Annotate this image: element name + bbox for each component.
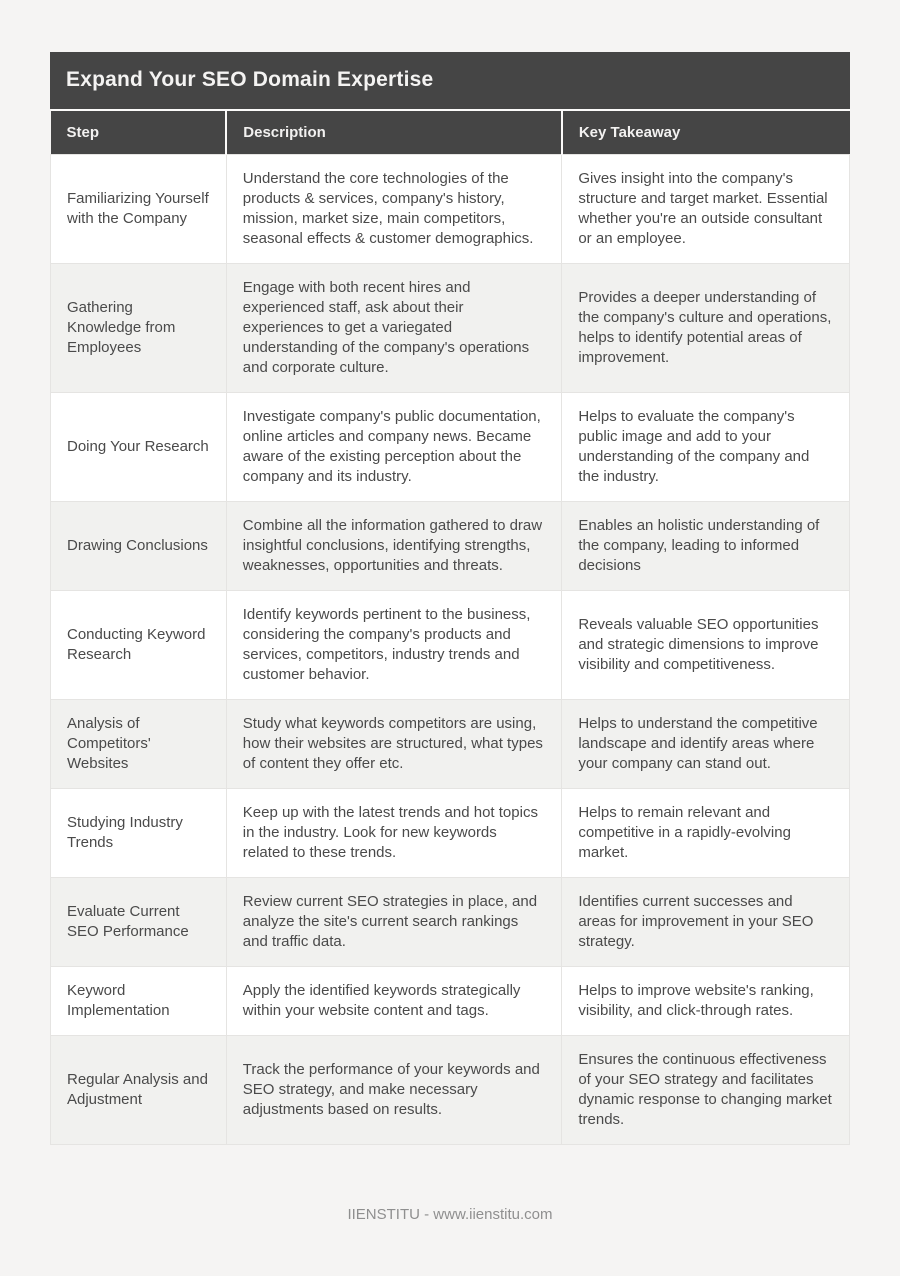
table-row [51,967,850,1036]
description-cell: Apply the identified keywords strategically within your website content and tags. [226,967,562,1036]
takeaway-cell: Helps to remain relevant and competitive in a rapidly-evolving market. [562,789,850,878]
takeaway-cell: Helps to improve website's ranking, visibility, and click-through rates. [562,967,850,1036]
description-cell: Keep up with the latest trends and hot topics in the industry. Look for new keywords related to these trends. [226,789,562,878]
takeaway-cell: Helps to evaluate the company's public image and add to your understanding of the company and the industry. [562,393,850,502]
table-row [51,502,850,591]
table-row [51,264,850,393]
step-cell: Evaluate Current SEO Performance [51,878,227,967]
takeaway-cell: Ensures the continuous effectiveness of your SEO strategy and facilitates dynamic response to changing market trends. [562,1036,850,1145]
step-cell: Drawing Conclusions [51,502,227,591]
step-cell: Doing Your Research [51,393,227,502]
description-cell: Investigate company's public documentation, online articles and company news. Became aware of the existing perception about the company and its industry. [226,393,562,502]
step-cell: Regular Analysis and Adjustment [51,1036,227,1145]
description-cell: Identify keywords pertinent to the business, considering the company's products and services, competitors, industry trends and customer behavior. [226,591,562,700]
step-cell: Gathering Knowledge from Employees [51,264,227,393]
description-cell: Combine all the information gathered to draw insightful conclusions, identifying strengths, weaknesses, opportunities and threats. [226,502,562,591]
seo-expertise-card [50,52,850,1145]
seo-steps-table [50,109,850,1145]
step-cell: Conducting Keyword Research [51,591,227,700]
description-cell: Track the performance of your keywords and SEO strategy, and make necessary adjustments based on results. [226,1036,562,1145]
table-row [51,393,850,502]
step-cell: Familiarizing Yourself with the Company [51,155,227,264]
takeaway-cell: Provides a deeper understanding of the company's culture and operations, helps to identify potential areas of improvement. [562,264,850,393]
description-cell: Review current SEO strategies in place, and analyze the site's current search rankings and traffic data. [226,878,562,967]
description-cell: Understand the core technologies of the products & services, company's history, mission, market size, main competitors, seasonal effects & customer demographics. [226,155,562,264]
step-cell: Studying Industry Trends [51,789,227,878]
table-row [51,878,850,967]
table-row [51,700,850,789]
table-row [51,591,850,700]
footer-credit: IIENSTITU - www.iienstitu.com [347,1206,553,1223]
table-row [51,1036,850,1145]
description-cell: Engage with both recent hires and experienced staff, ask about their experiences to get a variegated understanding of the company's operations and corporate culture. [226,264,562,393]
table-body [51,155,850,1145]
column-header-key-takeaway: Key Takeaway [562,110,850,155]
step-cell: Keyword Implementation [51,967,227,1036]
table-row [51,789,850,878]
table-row [51,155,850,264]
takeaway-cell: Helps to understand the competitive landscape and identify areas where your company can stand out. [562,700,850,789]
page-title: Expand Your SEO Domain Expertise [50,52,850,109]
takeaway-cell: Reveals valuable SEO opportunities and strategic dimensions to improve visibility and competitiveness. [562,591,850,700]
step-cell: Analysis of Competitors' Websites [51,700,227,789]
description-cell: Study what keywords competitors are using, how their websites are structured, what types of content they offer etc. [226,700,562,789]
takeaway-cell: Identifies current successes and areas for improvement in your SEO strategy. [562,878,850,967]
column-header-description: Description [226,110,562,155]
table-header-row [51,110,850,155]
takeaway-cell: Enables an holistic understanding of the company, leading to informed decisions [562,502,850,591]
takeaway-cell: Gives insight into the company's structure and target market. Essential whether you're an outside consultant or an employee. [562,155,850,264]
column-header-step: Step [51,110,227,155]
